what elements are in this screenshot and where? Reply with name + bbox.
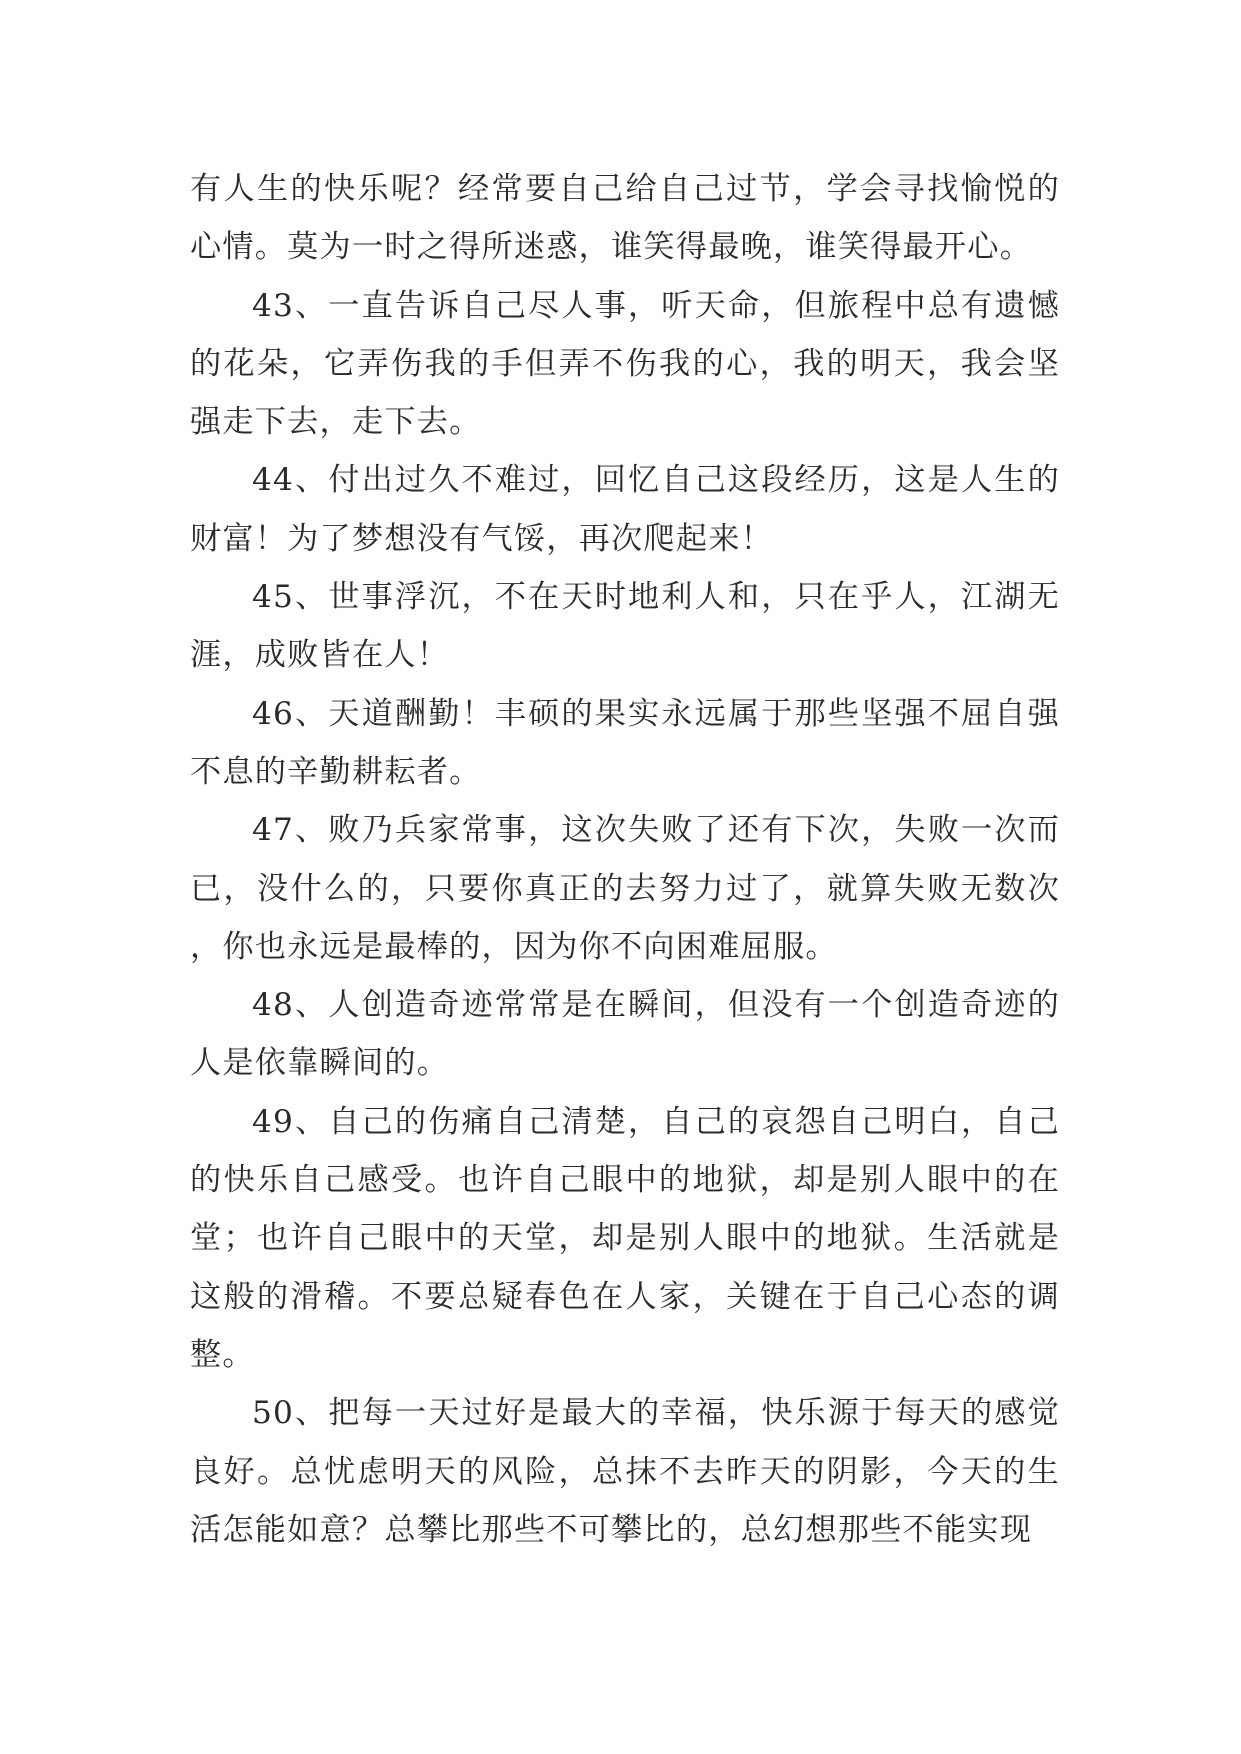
paragraph-47: 47、败乃兵家常事，这次失败了还有下次，失败一次而已，没什么的，只要你真正的去努力过了，就算失败无数次，你也永远是最棒的，因为你不向困难屈服。 bbox=[190, 812, 1060, 965]
paragraph-continuation: 有人生的快乐呢？经常要自己给自己过节，学会寻找愉悦的心情。莫为一时之得所迷惑，谁笑得最晚，谁笑得最开心。 bbox=[190, 171, 1060, 266]
paragraph-44: 44、付出过久不难过，回忆自己这段经历，这是人生的财富！为了梦想没有气馁，再次爬起来！ bbox=[190, 462, 1060, 557]
paragraph-50: 50、把每一天过好是最大的幸福，快乐源于每天的感觉良好。总忧虑明天的风险，总抹不去昨天的阴影，今天的生活怎能如意？总攀比那些不可攀比的，总幻想那些不能实现 bbox=[190, 1395, 1060, 1548]
paragraph-43: 43、一直告诉自己尽人事，听天命，但旅程中总有遗憾的花朵，它弄伤我的手但弄不伤我的心，我的明天，我会坚强走下去，走下去。 bbox=[190, 287, 1060, 441]
document-body bbox=[190, 160, 1060, 1559]
paragraph-48: 48、人创造奇迹常常是在瞬间，但没有一个创造奇迹的人是依靠瞬间的。 bbox=[190, 987, 1060, 1082]
paragraph-46: 46、天道酬勤！丰硕的果实永远属于那些坚强不屈自强不息的辛勤耕耘者。 bbox=[190, 695, 1060, 790]
paragraph-45: 45、世事浮沉，不在天时地利人和，只在乎人，江湖无涯，成败皆在人！ bbox=[190, 579, 1060, 674]
paragraph-49: 49、自己的伤痛自己清楚，自己的哀怨自己明白，自己的快乐自己感受。也许自己眼中的地狱，却是别人眼中的在堂；也许自己眼中的天堂，却是别人眼中的地狱。生活就是这般的滑稽。不要总疑春色在人家，关键在于自己心态的调整。 bbox=[190, 1103, 1060, 1373]
